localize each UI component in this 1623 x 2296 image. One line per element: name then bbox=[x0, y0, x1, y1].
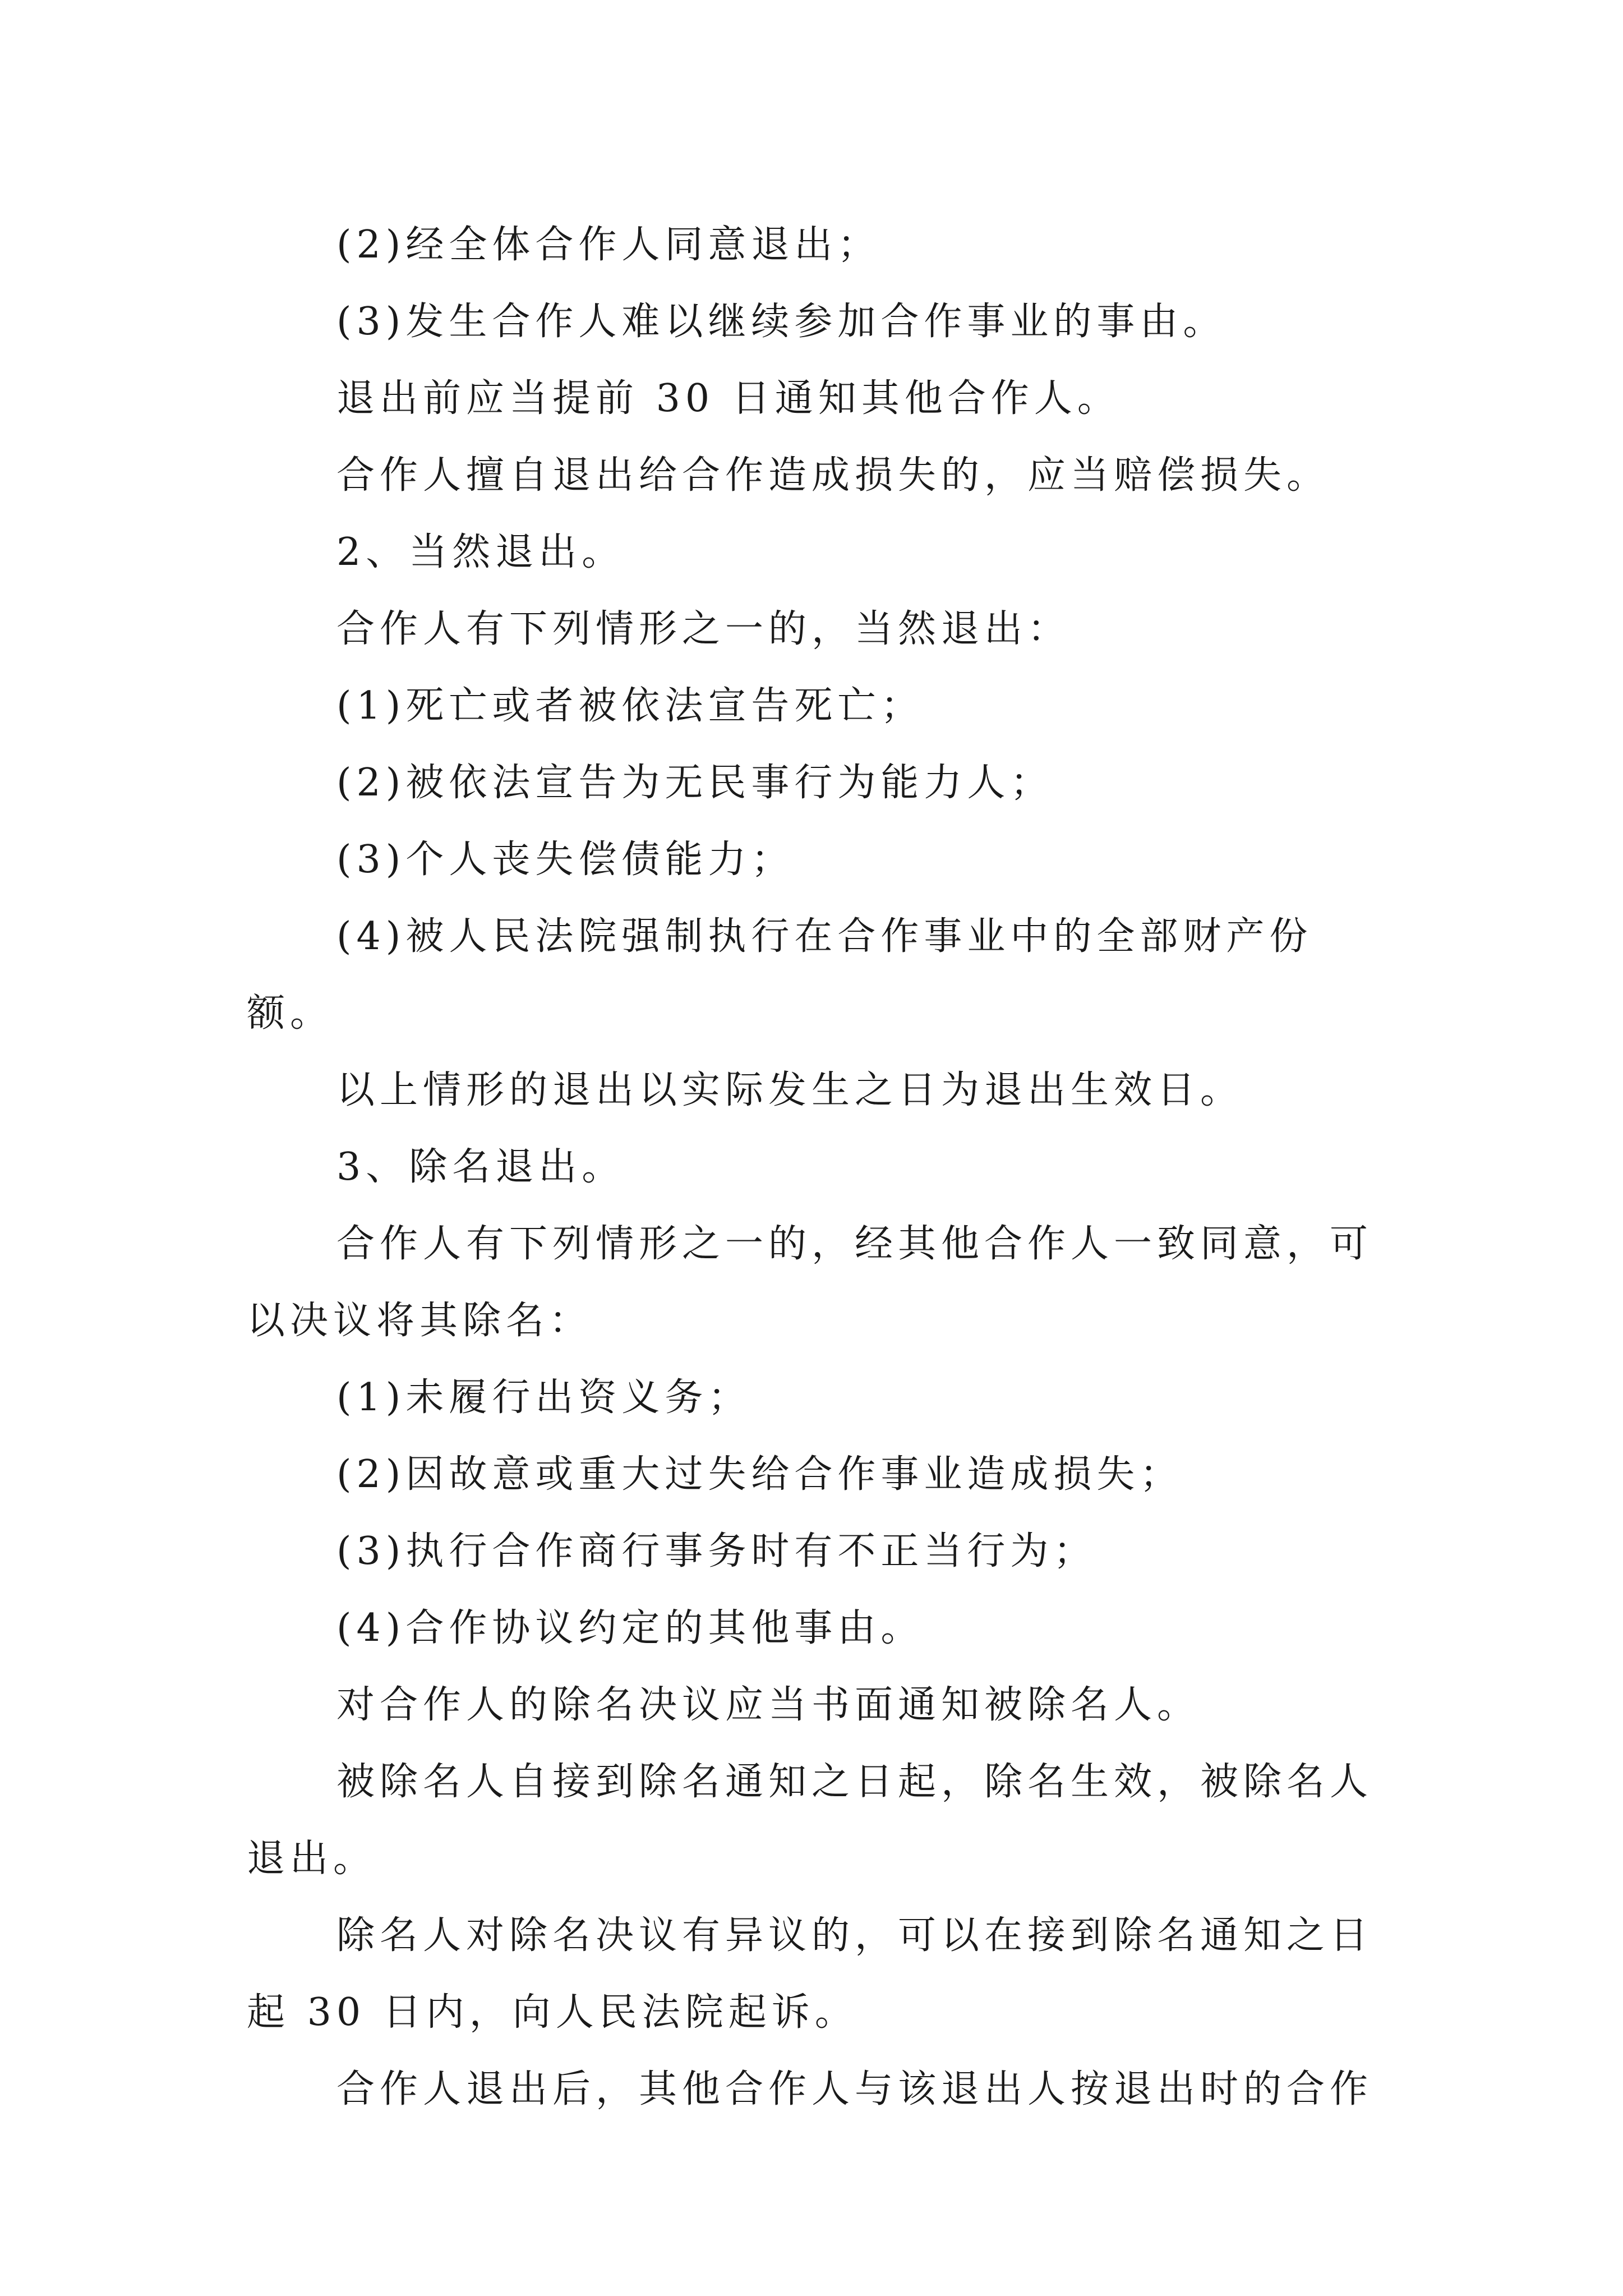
paragraph-notice-period: 退出前应当提前 30 日通知其他合作人。 bbox=[336, 376, 1121, 421]
paragraph-exit-agreement: (2)经全体合作人同意退出； bbox=[336, 223, 881, 267]
paragraph-exit-cause: (3)发生合作人难以继续参加合作事业的事由。 bbox=[336, 300, 1227, 344]
list-item-incapacity: (2)被依法宣告为无民事行为能力人； bbox=[336, 761, 1054, 805]
list-item-misconduct: (3)执行合作商行事务时有不正当行为； bbox=[336, 1529, 1097, 1573]
list-item-unpaid-capital: (1)未履行出资义务； bbox=[336, 1375, 751, 1420]
paragraph-expulsion-effective: 被除名人自接到除名通知之日起，除名生效，被除名人退出。 bbox=[247, 1760, 1373, 1881]
heading-automatic-exit: 2、当然退出。 bbox=[336, 530, 625, 574]
paragraph-objection: 除名人对除名决议有异议的，可以在接到除名通知之日起 30 日内，向人民法院起诉。 bbox=[247, 1913, 1373, 2035]
paragraph-unauthorized-exit: 合作人擅自退出给合作造成损失的，应当赔偿损失。 bbox=[336, 453, 1330, 498]
paragraph-written-notice: 对合作人的除名决议应当书面通知被除名人。 bbox=[336, 1683, 1201, 1727]
list-item-other-causes: (4)合作协议约定的其他事由。 bbox=[336, 1606, 924, 1650]
list-item-enforcement: (4)被人民法院强制执行在合作事业中的全部财产份额。 bbox=[247, 914, 1313, 1036]
paragraph-automatic-exit-intro: 合作人有下列情形之一的，当然退出： bbox=[336, 607, 1071, 651]
list-item-death: (1)死亡或者被依法宣告死亡； bbox=[336, 684, 924, 728]
document-body bbox=[247, 206, 1396, 2128]
paragraph-expulsion-intro: 合作人有下列情形之一的，经其他合作人一致同意，可以决议将其除名： bbox=[247, 1222, 1373, 1343]
list-item-negligence: (2)因故意或重大过失给合作事业造成损失； bbox=[336, 1452, 1183, 1497]
paragraph-settlement: 合作人退出后，其他合作人与该退出人按退出时的合作 bbox=[336, 2067, 1373, 2111]
heading-expulsion: 3、除名退出。 bbox=[336, 1145, 625, 1189]
paragraph-effective-date: 以上情形的退出以实际发生之日为退出生效日。 bbox=[336, 1068, 1244, 1112]
list-item-insolvency: (3)个人丧失偿债能力； bbox=[336, 838, 795, 882]
